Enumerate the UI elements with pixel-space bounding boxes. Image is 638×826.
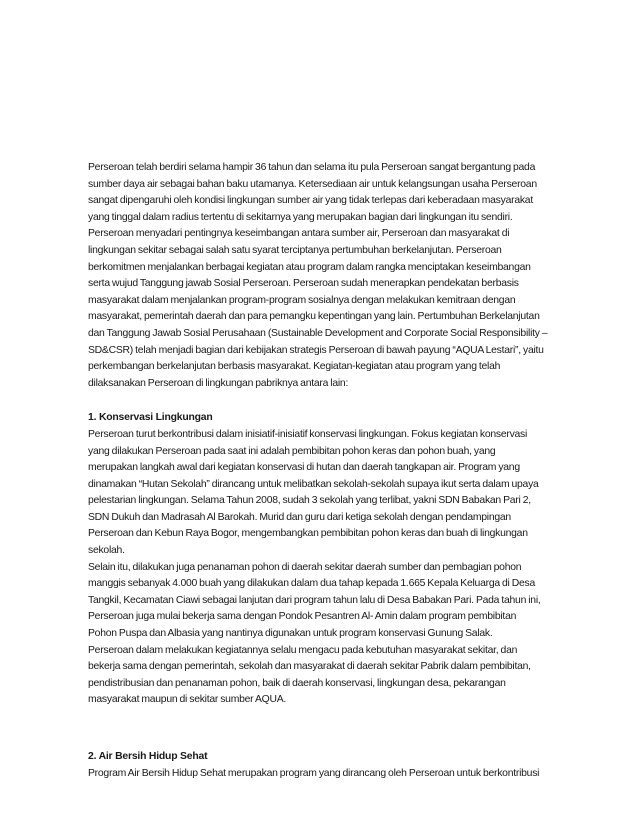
text-line: perkembangan berkelanjutan berbasis masyarakat. Kegiatan-kegiatan atau program yang telah — [88, 361, 501, 373]
section-paragraph-konservasi — [88, 427, 564, 709]
text-line: Perseroan dalam melakukan kegiatannya selalu mengacu pada kebutuhan masyarakat sekitar, dan — [88, 644, 518, 656]
text-line: Pohon Puspa dan Albasia yang nantinya digunakan untuk program konservasi Gunung Salak. — [88, 628, 493, 640]
text-line: masyarakat, pemerintah daerah dan para pemangku kepentingan yang lain. Pertumbuhan Berkelanjutan — [88, 311, 540, 323]
text-line: Selain itu, dilakukan juga penanaman pohon di daerah sekitar daerah sumber dan pembagian pohon — [88, 561, 522, 573]
text-line: yang dilakukan Perseroan pada saat ini adalah pembibitan pohon keras dan pohon buah, yang — [88, 445, 496, 457]
document-page — [88, 160, 564, 782]
text-line: merupakan langkah awal dari kegiatan konservasi di hutan dan daerah tangkapan air. Program yang — [88, 462, 520, 474]
text-line: sumber daya air sebagai bahan baku utamanya. Ketersediaan air untuk kelangsungan usaha Perseroan — [88, 178, 537, 190]
text-line: SDN Dukuh dan Madrasah Al Barokah. Murid dan guru dari ketiga sekolah dengan pendampingan — [88, 511, 511, 523]
text-line: lingkungan sekitar sebagai salah satu syarat terciptanya pertumbuhan berkelanjutan. Perseroan — [88, 244, 502, 256]
text-line: Program Air Bersih Hidup Sehat merupakan program yang dirancang oleh Perseroan untuk berkontribusi — [88, 767, 540, 779]
text-line: bekerja sama dengan pemerintah, sekolah dan masyarakat di daerah sekitar Pabrik dalam pembibitan, — [88, 661, 531, 673]
text-line: pelestarian lingkungan. Selama Tahun 2008, sudah 3 sekolah yang terlibat, yakni SDN Babakan Pari 2, — [88, 495, 531, 507]
text-line: sangat dipengaruhi oleh kondisi lingkungan sumber air yang tidak terlepas dari keberadaan masyarakat — [88, 195, 533, 207]
text-line: yang tinggal dalam radius tertentu di sekitarnya yang merupakan bagian dari lingkungan itu sendiri. — [88, 211, 513, 223]
text-line: masyarakat dalam menjalankan program-program sosialnya dengan melakukan kemitraan dengan — [88, 294, 516, 306]
section-heading-air-bersih: 2. Air Bersih Hidup Sehat — [88, 751, 208, 762]
text-line: dan Tanggung Jawab Sosial Perusahaan (Sustainable Development and Corporate Social Responsibility – — [88, 327, 548, 339]
text-line: dinamakan “Hutan Sekolah” dirancang untuk melibatkan sekolah-sekolah supaya ikut serta dalam upaya — [88, 478, 539, 490]
text-line: sekolah. — [88, 545, 125, 557]
text-line: masyarakat maupun di sekitar sumber AQUA. — [88, 694, 287, 706]
section-heading-konservasi: 1. Konservasi Lingkungan — [88, 412, 213, 424]
text-line: SD&CSR) telah menjadi bagian dari kebijakan strategis Perseroan di bawah payung “AQUA Lestari”, yaitu — [88, 344, 544, 356]
text-line: berkomitmen menjalankan berbagai kegiatan atau program dalam rangka menciptakan keseimbangan — [88, 261, 531, 273]
text-line: dilaksanakan Perseroan di lingkungan pabriknya antara lain: — [88, 377, 349, 389]
text-line: manggis sebanyak 4.000 buah yang dilakukan dalam dua tahap kepada 1.665 Kepala Keluarga di Desa — [88, 578, 535, 590]
section-paragraph-air-bersih — [88, 766, 564, 783]
text-line: Perseroan juga mulai bekerja sama dengan Pondok Pesantren Al- Amin dalam program pembibitan — [88, 611, 517, 623]
text-line: serta wujud Tanggung jawab Sosial Perseroan. Perseroan sudah menerapkan pendekatan berbasis — [88, 278, 519, 290]
intro-paragraph — [88, 160, 564, 392]
text-line: Perseroan menyadari pentingnya keseimbangan antara sumber air, Perseroan dan masyarakat di — [88, 228, 510, 240]
text-line: Perseroan turut berkontribusi dalam inisiatif-inisiatif konservasi lingkungan. Fokus kegiatan konservasi — [88, 428, 528, 440]
text-line: pendistribusian dan penanaman pohon, baik di daerah konservasi, lingkungan desa, pekarangan — [88, 677, 506, 689]
text-line: Perseroan dan Kebun Raya Bogor, mengembangkan pembibitan pohon keras dan buah di lingkungan — [88, 528, 528, 540]
text-line: Tangkil, Kecamatan Ciawi sebagai lanjutan dari program tahun lalu di Desa Babakan Pari. Pada tahun ini, — [88, 594, 541, 606]
text-line: Perseroan telah berdiri selama hampir 36 tahun dan selama itu pula Perseroan sangat bergantung pada — [88, 162, 536, 173]
